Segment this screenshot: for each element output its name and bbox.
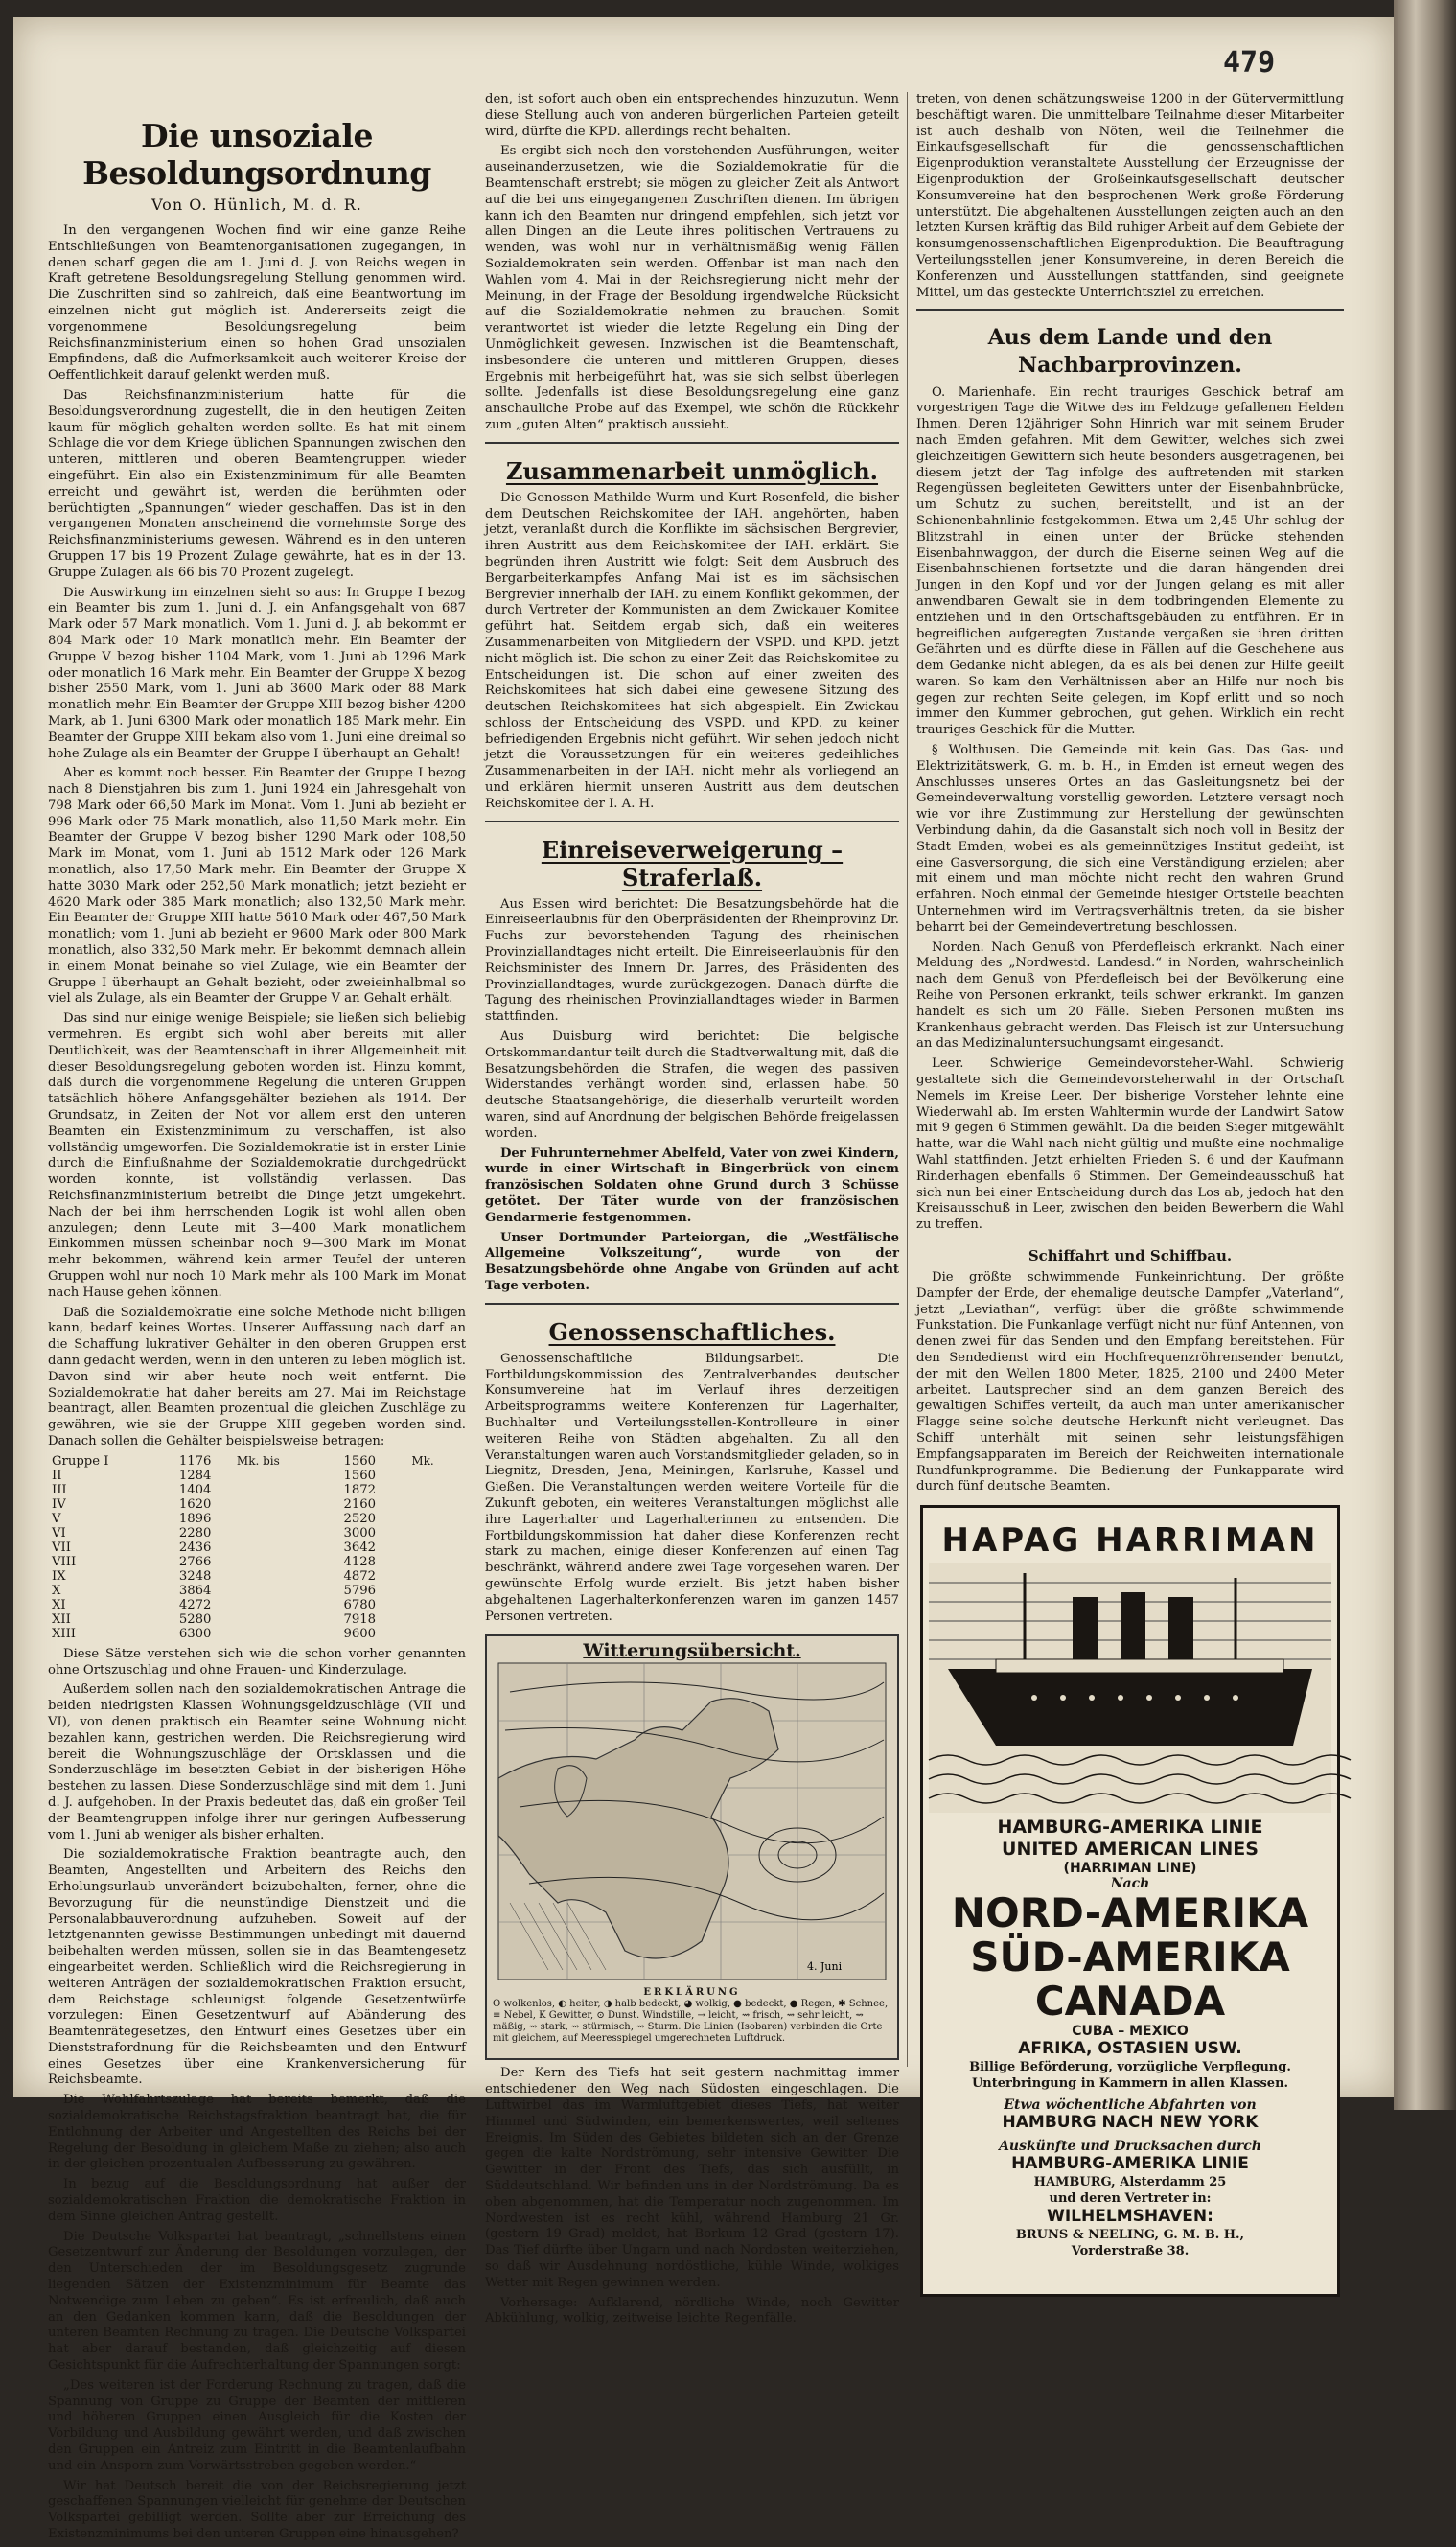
paragraph: Die sozialdemokratische Fraktion beantragte auch, den Beamten, Angestellten und Arbeitern des Reichs den Erholungsurlaub unverändert beizubehalten, ferner, ohne die Bevorzugung für die neunstündige Dienstzeit und die Personalabbauverordnung aufzuheben. Soweit auf der letztgenannten gewisse Bestimmungen unbedingt mit dauernd beibehalten werden müssen, sollen sie in das Beamtengesetz eingearbeitet werden. Schließlich wird die Reichsregierung in weiteren Anträgen der sozialdemokratischen Fraktion ersucht, dem Reichstage schleunigst folgende Gesetzentwürfe vorzulegen: Einen Gesetzentwurf auf Abänderung des Beamtenrätegesetzes, den Entwurf eines Gesetzes über ein Dienststrafordnung für die Reichsbeamten und den Entwurf eines Gesetzes über eine Krankenversicherung für Reichsbeamte.	[48, 1847, 466, 2088]
salary-to: 1872	[343, 1482, 377, 1497]
salary-from: 1620	[178, 1496, 212, 1512]
ad-street: Vorderstraße 38.	[1071, 2244, 1190, 2259]
salary-unit	[380, 1627, 466, 1641]
salary-separator: Mk. bis	[236, 1453, 280, 1468]
paragraph: Der Kern des Tiefs hat seit gestern nachmittag immer entschiedener den Weg nach Südosten eingeschlagen. Die Luftwirbel das im Warmluftgebiet dieses Tiefs, hat weiter Himmel und Südwinden, ein bemerkenswertes, weil seltenes Ereignis. Im Süden des Gebietes bildeten sich an der Grenze gegen die kalte Nordströmung, sehr intensive Gewitter. Die Gewitter in der Front des Tiefs, das sich ausfüllt, in Süddeutschland. Wir befinden uns in der Nordströmung. Da es oben abgenommen, hat die Temperatur noch zugenommen. Im Nordwesten ist es recht kühl, während Hamburg 21 Gr. (gestern 19 Grad) meldet, hat Borkum 12 Grad (gestern 17). Das Tief dürfte über Ungarn und nach Nordosten weiterziehen, so daß wir Ausdehnung nordöstliche, kühle Winde, wolkiges Wetter mit Regen gewinnen werden.	[485, 2066, 899, 2290]
book-binding	[1394, 0, 1456, 2110]
salary-to: 3000	[343, 1525, 377, 1540]
ad-destination: NORD-AMERIKA	[951, 1889, 1309, 1937]
salary-to: 1560	[343, 1468, 377, 1483]
section-divider	[916, 309, 1344, 311]
weather-map-box	[485, 1634, 899, 2060]
article-byline: Von O. Hünlich, M. d. R.	[151, 196, 362, 214]
ad-schedule: Etwa wöchentliche Abfahrten von	[1004, 2097, 1257, 2114]
ship-illustration	[929, 1563, 1331, 1813]
ad-info: Auskünfte und Drucksachen durch	[999, 2139, 1261, 2155]
section-divider	[485, 442, 899, 444]
paragraph: den, ist sofort auch oben ein entsprechendes hinzuzutun. Wenn diese Stellung auch von anderen bürgerlichen Parteien geteilt wird, dürfte die KPD. allerdings recht behalten.	[485, 92, 899, 139]
salary-separator	[215, 1555, 301, 1569]
salary-from: 1896	[178, 1511, 212, 1526]
paragraph: Vorhersage: Aufklarend, nördliche Winde, noch Gewitter Abkühlung, wolkig, zeitweise leichte Regenfälle.	[485, 2295, 899, 2327]
ad-destination: AFRIKA, OSTASIEN USW.	[1018, 2039, 1242, 2059]
salary-to: 2520	[343, 1511, 377, 1526]
salary-from: 3248	[178, 1568, 212, 1584]
salary-group: II	[52, 1468, 62, 1483]
salary-from: 6300	[178, 1626, 212, 1641]
paragraph: „Des weiteren ist der Forderung Rechnung zu tragen, daß die Spannung von Gruppe zu Gruppe der Beamten der mittleren und höheren Gruppen einen Ausgleich für die Kosten der Vorbildung und Ausbildung gewährt werden, und daß zwischen den Gruppen ein Antreiz zum Eintritt in die Beamtenlaufbahn und ein Ansporn zum Vorwärtsstreben gegeben werden.“	[48, 2377, 466, 2473]
funnel	[1073, 1597, 1098, 1664]
salary-row	[48, 1512, 466, 1526]
salary-group: VIII	[52, 1554, 77, 1569]
paragraph: Aus Essen wird berichtet: Die Besatzungsbehörde hat die Einreiseerlaubnis für den Oberpräsidenten der Rheinprovinz Dr. Fuchs zur bevorstehenden Tagung des rheinischen Provinziallandtages nicht erteilt. Die Einreiseerlaubnis für den Reichsminister des Innern Dr. Jarres, des Präsidenten des Provinziallandtages, wurde zurückgezogen. Danach dürfte die Tagung des rheinischen Provinziallandtages wieder in Barmen stattfinden.	[485, 896, 899, 1025]
ad-destination: CANADA	[1034, 1978, 1226, 2026]
ship-drawing	[929, 1563, 1331, 1813]
salary-unit	[380, 1469, 466, 1483]
column-divider	[907, 92, 908, 2067]
salary-group: V	[52, 1511, 61, 1526]
paragraph: Aber es kommt noch besser. Ein Beamter der Gruppe I bezog nach 8 Dienstjahren bis zum 1. Juni 1924 ein Jahresgehalt von 798 Mark oder 66,50 Mark im Monat. Vom 1. Juni ab bezieht er 996 Mark oder 75 Mark monatlich, also 11,50 Mark mehr. Ein Beamter der Gruppe V bezog bisher 1290 Mark oder 108,50 Mark im Monat, vom 1. Juni ab 1512 Mark oder 126 Mark monatlich, also 17,50 Mark mehr. Ein Beamter der Gruppe X hatte 3030 Mark oder 252,50 Mark monatlich; jetzt bezieht er 4620 Mark oder 385 Mark monatlich; also 132,50 Mark mehr. Ein Beamter der Gruppe XIII hatte 5610 Mark oder 467,50 Mark monatlich; vom 1. Juni ab bezieht er 9600 Mark oder 800 Mark monatlich, also 332,50 Mark mehr. Er bekommt demnach allein in einem Monat beinahe so viel Zulage, wie ein Beamter der Gruppe I überhaupt an Gehalt bezieht, oder zweieinhalbmal so viel als Zulage, als ein Beamter der Gruppe V an Gehalt erhält.	[48, 766, 466, 1007]
paragraph: Wir hat Deutsch bereit die von der Reichsregierung jetzt geschaffenen Spannungen vielleicht für genehme der Deutschen Volkspartei gebilligt werden. Sollte aber zur Erreichung des Existenzminimums bei den unteren Gruppen eine hinausgehen?	[48, 2478, 466, 2541]
salary-to: 9600	[343, 1626, 377, 1641]
salary-row	[48, 1612, 466, 1627]
paragraph: Aus Duisburg wird berichtet: Die belgische Ortskommandantur teilt durch die Stadtverwaltung mit, daß die Besatzungsbehörden die Strafen, die wegen des passiven Widerstandes verhängt worden sind, erlassen habe. 50 deutsche Staatsangehörige, die dieserhalb verurteilt worden waren, sind auf Anordnung der belgischen Behörde freigelassen worden.	[485, 1030, 899, 1141]
salary-to: 6780	[343, 1597, 377, 1612]
salary-row	[48, 1555, 466, 1569]
salary-separator	[215, 1526, 301, 1540]
salary-from: 2280	[178, 1525, 212, 1540]
paragraph: In bezug auf die Besoldungsordnung hat außer der sozialdemokratischen Fraktion die demokratische Fraktion in dem Sinne gleichen Antrag gestellt.	[48, 2177, 466, 2224]
salary-row	[48, 1469, 466, 1483]
ad-info: Unterbringung in Kammern in allen Klassen.	[971, 2076, 1289, 2092]
salary-table	[48, 1454, 466, 1641]
legend-title: ERKLÄRUNG	[643, 1987, 741, 1999]
paragraph: Norden. Nach Genuß von Pferdefleisch erkrankt. Nach einer Meldung des „Nordwestd. Landesd.“ in Norden, wahrscheinlich nach dem Genuß von Pferdefleisch bei der Bevölkerung eine Reihe von Personen erkrankt, teils schwer erkrankt. Im ganzen handelt es sich um 20 Fälle. Sieben Personen mußten ins Krankenhaus gebracht werden. Das Fleisch ist zur Untersuchung an das Medizinaluntersuchungsamt eingesandt.	[916, 939, 1344, 1052]
paragraph: Diese Sätze verstehen sich wie die schon vorher genannten ohne Ortszuschlag und ohne Frauen- und Kinderzulage.	[48, 1646, 466, 1678]
paragraph: § Wolthusen. Die Gemeinde mit kein Gas. Das Gas- und Elektrizitätswerk, G. m. b. H., in Emden ist erneut wegen des Anschlusses unseres Ortes an das Gasleitungsnetz bei der Gemeindeverwaltung vorstellig geworden. Letztere versagt noch wie vor ihre Zustimmung zur Herstellung der gewünschten Verbindung dahin, da die Gasanstalt sich noch voll in Besitz der Stadt Emden, wobei es als gemeinnütziges Institut gedeiht, ist eine Gasversorgung, die sich eine Verständigung erzielen; aber mit einem und man möchte nicht recht den wahren Grund erfahren. Noch einmal der Gemeinde hiesiger Ortsteile beachten Unternehmen wird im Vertragsverhältnis treten, da sie bisher beharrt bei der Gemeindevertretung beschlossen.	[916, 743, 1344, 935]
ad-destination: CUBA – MEXICO	[1072, 2024, 1189, 2040]
salary-row	[48, 1627, 466, 1641]
salary-separator	[215, 1540, 301, 1555]
ad-nach: Nach	[1110, 1876, 1150, 1892]
ad-company: HAMBURG-AMERIKA LINIE	[1011, 2154, 1249, 2174]
section-title: Schiffahrt und Schiffbau.	[1028, 1246, 1233, 1264]
weather-map	[487, 1663, 897, 1980]
paragraph: In den vergangenen Wochen find wir eine ganze Reihe Entschließungen von Beamtenorganisationen zugegangen, in denen scharf gegen die am 1. Juni d. J. von Reichs wegen in Kraft getretene Besoldungsregelung Stellung genommen wird. Die Zuschriften sind so zahlreich, daß eine Beantwortung im einzelnen nicht gut möglich ist. Andererseits zeigt die vorgenommene Besoldungsregelung beim Reichsfinanzministerium einen so hohen Grad unsozialen Empfindens, daß die Aufmerksamkeit auch weiterer Kreise der Oeffentlichkeit darauf gelenkt werden muß.	[48, 223, 466, 383]
newspaper-page	[13, 17, 1394, 2541]
salary-group: X	[52, 1583, 61, 1598]
salary-to: 5796	[343, 1583, 377, 1598]
paragraph: Genossenschaftliche Bildungsarbeit. Die Fortbildungskommission des Zentralverbandes deutscher Konsumvereine hat im Verlauf ihres derzeitigen Arbeitsprogramms weitere Konferenzen für Lagerhalter, Buchhalter und Verteilungsstellen-Kontrolleure in einer weiteren Reihe von Städten abgehalten. Zu all den Veranstaltungen waren auch Vorstandsmitglieder geladen, so in Liegnitz, Dresden, Jena, Meiningen, Karlsruhe, Kassel und Gießen. Die Veranstaltungen werden weitere Vorteile für die Zukunft geboten, ein weiteres Veranstaltungen möglichst alle ihre Lagerhalter und Lagerhalterinnen zu entsenden. Die Fortbildungskommission hat daher diese Konferenzen recht stark zu machen, einige dieser Konferenzen auf einen Tag beschränkt, während andere zwei Tage vorgesehen waren. Der gewünschte Erfolg wurde erzielt. Bis jetzt haben bisher abgehaltenen Lagerhalterkonferenzen waren im ganzen 1457 Personen vertreten.	[485, 1351, 899, 1624]
paragraph: Außerdem sollen nach den sozialdemokratischen Antrage die beiden niedrigsten Klassen Wohnungsgeldzuschläge (VII und VI), von denen praktisch ein Beamter seine Wohnung nicht bezahlen kann, gestrichen werden. Die Reichsregierung wird bereit die Wohnungszuschläge der Ortsklassen und die Sonderzuschläge im besetzten Gebiet in der bisherigen Höhe bestehen zu lassen. Diese Sonderzuschläge sind mit dem 1. Juni d. J. aufgehoben. In der Praxis bedeutet das, daß ein großer Teil der Beamtengruppen infolge ihrer nur geringen Aufbesserung vom 1. Juni ab weniger als bisher erhalten.	[48, 1682, 466, 1842]
salary-separator	[215, 1497, 301, 1512]
salary-unit: Mk.	[411, 1453, 434, 1468]
article-title: Die unsoziale Besoldungsordnung	[82, 117, 431, 192]
paragraph: Der Fuhrunternehmer Abelfeld, Vater von zwei Kindern, wurde in einer Wirtschaft in Bingerbrück von einem französischen Soldaten ohne Grund durch 3 Schüsse getötet. Der Täter wurde von der französischen Gendarmerie festgenommen.	[485, 1146, 899, 1225]
legend-text: O wolkenlos, ◐ heiter, ◑ halb bedeckt, ◕ wolkig, ● bedeckt, ● Regen, ✱ Schnee, ≡ Nebel, K Gewitter, ⊙ Dunst. Windstille, → leicht, ⇝ frisch, ⇝ sehr leicht, ⇝ mäßig, ⇝ stark, ⇝ stürmisch, ⇝ Sturm. Die Linien (Isobaren) verbinden die Orte mit gleichem, auf Meeresspiegel umgerechneten Luftdruck.	[493, 1999, 889, 2045]
salary-separator	[215, 1512, 301, 1526]
salary-unit	[380, 1512, 466, 1526]
salary-row	[48, 1598, 466, 1612]
paragraph: Die größte schwimmende Funkeinrichtung. Der größte Dampfer der Erde, der ehemalige deutsche Dampfer „Vaterland“, jetzt „Leviathan“, verfügt über die größte schwimmende Funkstation. Die Funkanlage verfügt nicht nur fünf Antennen, von denen zwei für das Senden und den Empfang bereitstehen. Für den Sendedienst wird ein Hochfrequenzröhrensender benutzt, der mit den Wellen 1800 Meter, 1825, 2100 und 2400 Meter arbeitet. Lautsprecher sind an dem ganzen Bereich des gewaltigen Schiffes verteilt, da auch man unter amerikanischer Flagge seine solche deutsche Herkunft nicht verleugnet. Das Schiff unterhält mit seinen sehr leistungsfähigen Empfangsapparaten im Bereich der Reichweiten internationale Rundfunkprogramme. Die Bedienung der Funkapparate wird durch fünf deutsche Beamten.	[916, 1269, 1344, 1494]
ad-destination: SÜD-AMERIKA	[970, 1933, 1290, 1981]
salary-from: 4272	[178, 1597, 212, 1612]
paragraph: Die Deutsche Volkspartei hat beantragt, „schnellstens einen Gesetzentwurf zur Änderung der Besoldungen vorzulegen, der den Unterschieden der im Besoldungsgesetz zugrunde liegenden Sätzen der Existenzminimum für Beamte das Notwendige zum Leben zu geben“. Es ist erfreulich, daß auch an den Gedanken kommen kann, daß die Besoldungen der unteren Beamten Rechnung zu tragen. Die Deutsche Volkspartei hat aber darauf bestanden, daß gleichzeitig auf diesen Gesichtspunkt für die Aufrechterhaltung der Spannungen sorgt:	[48, 2229, 466, 2373]
salary-unit	[380, 1598, 466, 1612]
salary-unit	[380, 1612, 466, 1627]
paragraph: Die Wohlfahrtszulage hat bereits bemerkt, daß die sozialdemokratische Reichstagsfraktion beantragt hat, die für Entlohnung der Arbeiter und Angestellten des Reichs bei der Regelung der Besoldung in gleichem Maße zu ziehen; also auch in der gleichen prozentualen Aufbesserung zu gewähren.	[48, 2093, 466, 2172]
ad-agent: BRUNS & NEELING, G. M. B. H.,	[1015, 2228, 1245, 2243]
paragraph: treten, von denen schätzungsweise 1200 in der Gütervermittlung beschäftigt waren. Die unmittelbare Teilnahme dieser Mitarbeiter ist auch deshalb von Nöten, weil die Teilnehmer die Einkaufsgesellschaft für die genossenschaftlichen Eigenproduktion veranstaltete Ausstellung der Erzeugnisse der Eigenproduktion der Großeinkaufsgesellschaft deutscher Konsumvereine hat den besprochenen Werk große Förderung unterstützt. Die abgehaltenen Ausstellungen zeigten auch an den letzten Kursen kräftig das Bild ruhiger Arbeit auf dem Gebiete der konsumgenossenschaftlichen Eigenproduktion. Die Beauftragung Verteilungsstellen jener Konsumvereine, in deren Bereich die Konferenzen und Ausstellungen stattfanden, sind geeignete Mittel, um das gesteckte Unterrichtsziel zu erreichen.	[916, 92, 1344, 300]
salary-row	[48, 1454, 466, 1469]
salary-to: 3642	[343, 1540, 377, 1555]
salary-from: 1176	[178, 1453, 212, 1469]
ad-city: WILHELMSHAVEN:	[1047, 2207, 1213, 2227]
salary-separator	[215, 1612, 301, 1627]
salary-unit	[380, 1540, 466, 1555]
salary-unit	[380, 1555, 466, 1569]
salary-group: III	[52, 1482, 67, 1497]
salary-from: 1404	[178, 1482, 212, 1497]
ad-route: HAMBURG NACH NEW YORK	[1002, 2113, 1259, 2133]
ad-brand: HAPAG HARRIMAN	[941, 1521, 1319, 1561]
section-divider	[485, 1303, 899, 1305]
ad-info: Billige Beförderung, vorzügliche Verpflegung.	[969, 2060, 1291, 2075]
salary-separator	[215, 1627, 301, 1641]
salary-group: XII	[52, 1611, 71, 1627]
salary-from: 3864	[178, 1583, 212, 1598]
salary-group: Gruppe I	[52, 1453, 109, 1469]
salary-group: XIII	[52, 1626, 77, 1641]
salary-row	[48, 1584, 466, 1598]
salary-separator	[215, 1584, 301, 1598]
salary-unit	[380, 1584, 466, 1598]
paragraph: Daß die Sozialdemokratie eine solche Methode nicht billigen kann, bedarf keines Wortes. Unserer Auffassung nach darf an die Schaffung lukrativer Gehälter in den oberen Gruppen erst dann gedacht werden, wenn in den unteren zu leben möglich ist. Davon sind wir aber heute noch weit entfernt. Die Sozialdemokratie hat daher bereits am 27. Mai im Reichstage beantragt, allen Beamten prozentual die gleichen Zuschläge zu gewähren, wie sie der Gruppe XIII gegeben worden sind. Danach sollen die Gehälter beispielsweise betragen:	[48, 1305, 466, 1448]
salary-row	[48, 1483, 466, 1497]
paragraph: Das sind nur einige wenige Beispiele; sie ließen sich beliebig vermehren. Es ergibt sich wohl aber bereits mit aller Deutlichkeit, was der Beamtenschaft in ihrer Allgemeinheit mit dieser Besoldungsregelung geboten worden ist. Hinzu kommt, daß durch die vorgenommene Regelung die unteren Gruppen tatsächlich höhere Anfangsgehälter beziehen als 1914. Der Grundsatz, in Zeiten der Not vor allem erst den unteren Beamten ein Existenzminimum zu verschaffen, ist also vollständig umgeworfen. Die Sozialdemokratie ist in erster Linie durch die Einflußnahme der Sozialdemokratie durchgedrückt worden konnte, ist vollständig verlassen. Das Reichsfinanzministerium betreibt die Dinge jetzt umgekehrt. Nach der bei ihm herrschenden Logik ist wohl allen oben anzulegen; denn Leute mit 3—400 Mark monatlichem Einkommen müssen scheinbar noch 9—300 Mark im Monat mehr bekommen, während kein armer Teufel der unteren Gruppen wohl nur noch 10 Mark mehr als 100 Mark im Monat nach Hause gehen können.	[48, 1011, 466, 1300]
column-1	[48, 92, 466, 2547]
salary-group: VI	[52, 1525, 66, 1540]
salary-separator	[215, 1598, 301, 1612]
hull	[948, 1669, 1312, 1746]
paragraph: Unser Dortmunder Parteiorgan, die „Westfälische Allgemeine Volkszeitung“, wurde von der Besatzungsbehörde ohne Angabe von Gründen auf acht Tage verboten.	[485, 1230, 899, 1293]
section-title: Zusammenarbeit unmöglich.	[505, 456, 879, 485]
salary-to: 4128	[343, 1554, 377, 1569]
funnel	[1168, 1597, 1193, 1664]
ad-line: UNITED AMERICAN LINES	[1002, 1839, 1259, 1861]
paragraph: Es ergibt sich noch den vorstehenden Ausführungen, weiter auseinanderzusetzen, wie die Sozialdemokratie für die Beamtenschaft erstrebt; sie mögen zu gleicher Zeit als Antwort auf die bei uns eingegangenen Zuschriften dienen. Im übrigen kann ich den Beamten nur dringend empfehlen, sich jetzt vor allen Dingen an die Leute ihres politischen Vertrauens zu wenden, was wohl nur in verhältnismäßig wenig Fällen Sozialdemokraten sein werden. Offenbar ist man nach den Wahlen vom 4. Mai in der Reichsregierung nicht mehr der Meinung, in der Frage der Besoldung irgendwelche Rücksicht auf die Sozialdemokratie nehmen zu brauchen. Somit verantwortet ist wieder die letzte Regelung ein Ding der Unmöglichkeit gewesen. Inzwischen ist die Beamtenschaft, insbesondere die unteren und mittleren Gruppen, dieses Ergebnis mit herbeigeführt hat, was sie sich selbst überlegen sollte. Jedenfalls ist diese Besoldungsregelung eine ganz anschauliche Probe auf das Exempel, wie schön die Rückkehr zum „guten Alten“ praktisch aussieht.	[485, 144, 899, 432]
salary-to: 7918	[343, 1611, 377, 1627]
column-2	[485, 92, 899, 2331]
ad-reps: und deren Vertreter in:	[1049, 2191, 1212, 2207]
paragraph: Leer. Schwierige Gemeindevorsteher-Wahl. Schwierig gestaltete sich die Gemeindevorsteherwahl in der Ortschaft Nemels im Kreise Leer. Der bisherige Vorsteher lehnte eine Wiederwahl ab. Im ersten Wahltermin wurde der Landwirt Satow mit 9 gegen 6 Stimmen gewählt. Da die beiden Sieger mitgewählt hatte, war die Wahl nach nicht gültig und mußte eine nochmalige Wahl stattfinden. Jetzt erhielten Frieden S. 6 und der Kaufmann Rinderhagen ebenfalls 6 Stimmen. Der Gemeindeausschuß hat sich nun bei einer Entscheidung durch das Los ab, jedoch hat den Kreisausschuß in Leer, zwischen den beiden Bewerbern die Wahl zu treffen.	[916, 1056, 1344, 1233]
salary-row	[48, 1497, 466, 1512]
salary-row	[48, 1526, 466, 1540]
funnel	[1121, 1592, 1145, 1664]
paragraph: Das Reichsfinanzministerium hatte für die Besoldungsverordnung zugestellt, die in den heutigen Zeiten kaum für möglich gehalten werden sollte. Es hat mit einem Schlage die vor dem Kriege üblichen Spannungen zwischen den unteren, mittleren und oberen Beamtengruppen wieder eingeführt. Ein also ein Existenzminimum für alle Beamten erreicht und gewährt ist, werden die berühmten oder berüchtigten „Spannungen“ wieder geschaffen. Das ist in den vergangenen Monaten anscheinend die vornehmste Sorge des Reichsfinanzministeriums gewesen. Während es in den unteren Gruppen 17 bis 19 Prozent Zulage gewährte, hat es in der 13. Gruppe Zulagen als 66 bis 70 Prozent zugelegt.	[48, 387, 466, 580]
salary-row	[48, 1540, 466, 1555]
salary-unit	[380, 1526, 466, 1540]
salary-from: 2436	[178, 1540, 212, 1555]
salary-row	[48, 1569, 466, 1584]
section-divider	[485, 821, 899, 822]
weather-title: Witterungsübersicht.	[583, 1640, 801, 1662]
salary-to: 1560	[343, 1453, 377, 1469]
salary-unit	[380, 1569, 466, 1584]
salary-group: XI	[52, 1597, 66, 1612]
salary-separator	[215, 1483, 301, 1497]
column-3	[916, 92, 1344, 2297]
paragraph: Die Genossen Mathilde Wurm und Kurt Rosenfeld, die bisher dem Deutschen Reichskomitee der IAH. angehörten, haben jetzt, veranlaßt durch die Konflikte im sächsischen Bergrevier, ihren Austritt aus dem Reichskomitee der IAH. erklärt. Sie begründen ihren Austritt wie folgt: Seit dem Ausbruch des Bergarbeiterkampfes Anfang Mai ist es im sächsischen Bergrevier innerhalb der IAH. zu einem Konflikt gekommen, der durch Vertreter der Kommunisten an dem Zwickauer Komitee geführt hat. Seitdem ergab sich, daß ein weiteres Zusammenarbeiten von Mitgliedern der VSPD. und KPD. jetzt nicht möglich ist. Die schon zu einer Zeit das Reichskomitee zu Entscheidungen ist. Die schon auf einer zweiten des Reichskomitees hat sich dabei eine gewesene Sitzung des deutschen Reichskomitees hat sich abgespielt. Ein Zwickau schloss der Entscheidung des VSPD. und KPD. zu keiner befriedigenden Ergebnis nicht geführt. Wir sehen jedoch nicht jetzt die Voraussetzungen für ein weiteres gedeihliches Zusammenarbeiten in der IAH. nicht mehr als vorliegend an und erklären hiermit unseren Austritt aus dem deutschen Reichskomitee der I. A. H.	[485, 490, 899, 811]
salary-unit	[380, 1483, 466, 1497]
salary-unit	[380, 1497, 466, 1512]
page-number: 479	[1223, 46, 1276, 80]
salary-from: 1284	[178, 1468, 212, 1483]
ad-line: (HARRIMAN LINE)	[1063, 1861, 1197, 1877]
salary-from: 5280	[178, 1611, 212, 1627]
salary-from: 2766	[178, 1554, 212, 1569]
paragraph: Die Auswirkung im einzelnen sieht so aus: In Gruppe I bezog ein Beamter bis zum 1. Juni d. J. ein Anfangsgehalt von 687 Mark oder 57 Mark monatlich. Vom 1. Juni d. J. ab bekommt er 804 Mark oder 10 Mark monatlich mehr. Ein Beamter der Gruppe V bezog bisher 1104 Mark, vom 1. Juni ab 1296 Mark oder monatlich 16 Mark mehr. Ein Beamter der Gruppe X bezog bisher 2550 Mark, vom 1. Juni ab 3600 Mark oder 88 Mark monatlich mehr. Ein Beamter der Gruppe XIII bezog bisher 4200 Mark, ab 1. Juni 6300 Mark oder monatlich 185 Mark mehr. Ein Beamter der Gruppe XIII bekam also vom 1. Juni eine dreimal so hohe Zulage als ein Beamter der Gruppe I überhaupt an Gehalt!	[48, 585, 466, 761]
ad-line: HAMBURG-AMERIKA LINIE	[997, 1817, 1263, 1839]
salary-group: IV	[52, 1496, 66, 1512]
salary-separator	[215, 1469, 301, 1483]
section-title: Genossenschaftliches.	[548, 1317, 836, 1346]
section-title: Aus dem Lande und den Nachbarprovinzen.	[987, 325, 1273, 378]
salary-to: 2160	[343, 1496, 377, 1512]
hapag-advertisement	[920, 1505, 1340, 2297]
salary-separator	[215, 1569, 301, 1584]
ad-address: HAMBURG, Alsterdamm 25	[1033, 2175, 1227, 2190]
map-date: 4. Juni	[807, 1960, 843, 1974]
paragraph: O. Marienhafe. Ein recht trauriges Geschick betraf am vorgestrigen Tage die Witwe des im Feldzuge gefallenen Helden Ihmen. Deren 12jähriger Sohn Hinrich war mit seinem Bruder nach Emden gefahren. Mit dem Gewitter, welches sich zwei gleichzeitigen Gewittern sich heute besonders ausgetragenen, bei diesem jetzt der Tag infolge des auftretenden mit starken Regengüssen begleiteten Gewitters unter der Eisenbahnbrücke, um Schutz zu suchen, bereitstellt, und ist an der Schienenbahnlinie festgekommen. Etwa um 2,45 Uhr schlug der Blitzstrahl in einen unter der Brücke stehenden Eisenbahnwaggon, der durch die Eiserne seinen Weg auf die Eisenbahnschienen fortsetzte und die daran hängenden drei Jungen in den Kopf und vor der Jungen gelang es mit aller anwendbaren Gewalt sie in dem todbringenden Elemente zu entziehen und in den Ortschaftsgebäuden zu entführen. Er in begreiflichen aufgeregten Zustande vergaßen sie ihren dritten Gefährten und es dürfte diese in Fällen auf die Geschehene aus dem Gedanke nicht ablegen, da es als bei denen zur Hilfe geeilt waren. So kam den Verhältnissen aber an Hilfe nur noch bis gegen zur rechten Seite gelegen, im Kopf erlitt und so noch immer den Kummer gebrochen, gut gehen. Wirklich ein recht trauriges Geschick für die Mutter.	[916, 384, 1344, 738]
section-title: Einreiseverweigerung – Straferlaß.	[541, 835, 844, 891]
salary-group: IX	[52, 1568, 66, 1584]
salary-group: VII	[52, 1540, 71, 1555]
salary-to: 4872	[343, 1568, 377, 1584]
